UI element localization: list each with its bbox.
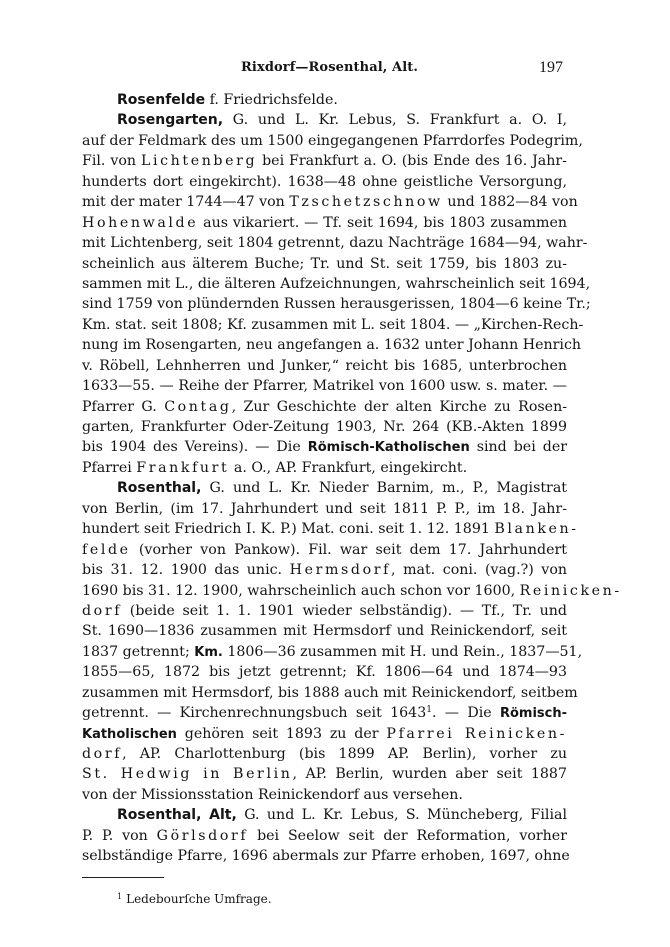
line-text: 1855—65, 1872 bis jetzt getrennt; Kf. 1806—64 und 1874—93 bbox=[82, 664, 567, 681]
text-line bbox=[82, 703, 567, 723]
text-line bbox=[82, 764, 567, 784]
footnote-text: Ledebourſche Umfrage. bbox=[126, 892, 272, 906]
line-text: St. 1690—1836 zusammen mit Hermsdorf und Reinickendorf, seit bbox=[82, 623, 567, 640]
text-line bbox=[82, 826, 567, 846]
text-line bbox=[82, 417, 567, 437]
text-line bbox=[82, 458, 567, 478]
line-text: aus vikariert. — Tf. seit 1694, bis 1803 zusammen bbox=[198, 214, 567, 231]
text-line bbox=[82, 172, 567, 192]
text-line bbox=[82, 437, 567, 457]
line-text: sammen mit L., die älteren Aufzeichnungen, wahrscheinlich seit 1694, bbox=[82, 275, 591, 292]
text-line bbox=[82, 294, 591, 314]
footnote-ref: 1 bbox=[426, 705, 432, 716]
text-line bbox=[82, 315, 584, 335]
text-line bbox=[82, 274, 591, 294]
text-line bbox=[82, 642, 583, 662]
line-text: mit Lichtenberg, seit 1804 getrennt, dazu Nachträge 1684—94, wahr- bbox=[82, 235, 588, 252]
spaced-name: Lichtenberg bbox=[140, 153, 258, 170]
text-line bbox=[82, 131, 583, 151]
spaced-name: Pfarrei Reinicken- bbox=[386, 725, 567, 742]
text-line bbox=[82, 724, 567, 744]
line-text: , AP. Berlin, wurden aber seit 1887 bbox=[292, 766, 567, 783]
line-text: (beide seit 1. 1. 1901 wieder selbständig). — Tf., Tr. und bbox=[122, 602, 567, 619]
entry-head-line bbox=[82, 478, 567, 498]
footnote-rule bbox=[82, 877, 164, 878]
line-text: hundert seit Friedrich I. K. P.) Mat. coni. seit 1. 12. 1891 bbox=[82, 521, 495, 538]
entry-lemma: Rosenthal, Alt, bbox=[117, 807, 237, 824]
line-text: sind bei der bbox=[469, 439, 567, 456]
spaced-name: felde bbox=[82, 541, 131, 558]
line-text: bei Frankfurt a. O. (bis Ende des 16. Jahr- bbox=[257, 153, 567, 170]
spaced-name: Görlsdorf bbox=[156, 827, 249, 844]
line-text: selbständige Pfarre, 1696 abermals zur Pfarre erhoben, 1697, ohne bbox=[82, 848, 570, 865]
entry-head-line bbox=[82, 805, 567, 825]
entry-lemma: Rosenfelde bbox=[117, 92, 206, 108]
line-text: , AP. Charlottenburg (bis 1899 AP. Berlin), vorher zu bbox=[122, 746, 567, 762]
line-text: scheinlich aus älterem Buche; Tr. und St. seit 1759, bis 1803 zu- bbox=[82, 255, 567, 272]
line-text: . — Die bbox=[431, 705, 500, 722]
spaced-name: Tzschetzschnow bbox=[289, 194, 443, 211]
text-line bbox=[82, 376, 567, 396]
line-text: bis 1904 des Vereins). — Die bbox=[82, 439, 308, 456]
text-line bbox=[82, 213, 567, 233]
line-text: garten, Frankfurter Oder-Zeitung 1903, Nr. 264 (KB.-Akten 1899 bbox=[82, 419, 567, 435]
footnote bbox=[117, 890, 272, 908]
line-text: auf der Feldmark des um 1500 eingegangenen Pfarrdorfes Podegrim, bbox=[82, 132, 583, 149]
text-line bbox=[82, 356, 567, 376]
page-number: 197 bbox=[539, 59, 563, 76]
text-line bbox=[82, 662, 567, 682]
spaced-name: Hohenwalde bbox=[82, 214, 199, 231]
line-text: sind 1759 von plündernden Russen herausgerissen, 1804—6 keine Tr.; bbox=[82, 296, 591, 313]
spaced-name: dorf bbox=[82, 602, 123, 619]
text-line bbox=[82, 540, 567, 560]
line-text: v. Röbell, Lehnherren und Junker,“ reicht bis 1685, unterbrochen bbox=[82, 357, 567, 374]
line-text: hunderts dort eingekircht). 1638—48 ohne geistliche Versorgung, bbox=[82, 173, 567, 190]
running-head bbox=[82, 58, 567, 78]
line-text: nung im Rosengarten, neu angefangen a. 1632 unter Johann Henrich bbox=[82, 337, 582, 354]
spaced-name: dorf bbox=[82, 746, 123, 762]
entry-lemma: Rosengarten, bbox=[117, 112, 224, 129]
line-text: f. Friedrichsfelde. bbox=[205, 92, 338, 108]
line-text: G. und L. Kr. Nieder Barnim, m., P., Magistrat bbox=[201, 480, 567, 497]
line-text: getrennt. — Kirchenrechnungsbuch seit 1643 bbox=[82, 705, 427, 722]
line-text: 1837 getrennt; bbox=[82, 643, 195, 660]
text-line bbox=[82, 192, 578, 212]
line-text: von der Missionsstation Reinickendorf aus versehen. bbox=[82, 786, 463, 803]
footnote-marker: 1 bbox=[117, 892, 123, 901]
text-line bbox=[82, 785, 567, 805]
line-text: Pfarrer G. bbox=[82, 398, 165, 415]
spaced-name: Contag bbox=[164, 398, 232, 415]
line-text: , mat. coni. (vag.?) von bbox=[390, 562, 568, 579]
bold-term: Römisch- bbox=[499, 706, 567, 722]
line-text: mit der mater 1744—47 von bbox=[82, 194, 290, 211]
text-line bbox=[82, 397, 567, 417]
text-line bbox=[82, 744, 567, 764]
text-line bbox=[82, 233, 588, 253]
line-text: und 1882—84 von bbox=[442, 194, 578, 211]
line-text: a. O., AP. Frankfurt, eingekircht. bbox=[229, 459, 468, 476]
entry-lemma: Rosenthal, bbox=[117, 480, 202, 497]
text-line bbox=[82, 335, 582, 355]
line-text: 1633—55. — Reihe der Pfarrer, Matrikel von 1600 usw. s. mater. — bbox=[82, 378, 567, 395]
line-text: bis 31. 12. 1900 das unic. bbox=[82, 562, 290, 579]
text-line bbox=[82, 519, 579, 539]
spaced-name: Hermsdorf bbox=[289, 562, 391, 579]
line-text: bei Seelow seit der Reformation, vorher bbox=[248, 827, 567, 844]
entry-head-line bbox=[82, 90, 567, 110]
running-title: Rixdorf—Rosenthal, Alt. bbox=[241, 60, 418, 75]
bold-term: Römisch-Katholischen bbox=[307, 440, 470, 456]
line-text: , Zur Geschichte der alten Kirche zu Rosen- bbox=[231, 398, 568, 415]
spaced-name: Blanken- bbox=[494, 521, 579, 538]
line-text: 1690 bis 31. 12. 1900, wahrscheinlich auch schon vor 1600, bbox=[82, 582, 520, 599]
spaced-name: Reinicken- bbox=[519, 582, 622, 599]
text-line bbox=[82, 581, 622, 601]
bold-term: Katholischen bbox=[82, 726, 177, 742]
bold-term: Km. bbox=[194, 644, 223, 660]
text-line bbox=[82, 151, 567, 171]
line-text: Pfarrei bbox=[82, 459, 137, 476]
text-line bbox=[82, 846, 570, 866]
line-text: zusammen mit Hermsdorf, bis 1888 auch mit Reinickendorf, seitbem bbox=[82, 684, 578, 701]
text-line bbox=[82, 601, 567, 621]
entry-head-line bbox=[82, 110, 567, 130]
line-text: P. P. von bbox=[82, 827, 157, 844]
text-line bbox=[82, 499, 567, 519]
body-text bbox=[82, 90, 622, 867]
line-text: (vorher von Pankow). Fil. war seit dem 17. Jahrhundert bbox=[130, 541, 567, 558]
text-line bbox=[82, 683, 578, 703]
spaced-name: Frankfurt bbox=[136, 459, 230, 476]
line-text: G. und L. Kr. Lebus, S. Frankfurt a. O. I, bbox=[223, 112, 567, 129]
line-text: 1806—36 zusammen mit H. und Rein., 1837—51, bbox=[222, 643, 583, 660]
line-text: Km. stat. seit 1808; Kf. zusammen mit L. seit 1804. — „Kirchen-Rech- bbox=[82, 316, 584, 333]
spaced-name: St. Hedwig in Berlin bbox=[82, 766, 293, 783]
line-text: G. und L. Kr. Lebus, S. Müncheberg, Filial bbox=[236, 807, 567, 824]
text-line bbox=[82, 254, 567, 274]
line-text: Fil. von bbox=[82, 153, 141, 170]
line-text: von Berlin, (im 17. Jahrhundert und seit 1811 P. P., im 18. Jahr- bbox=[82, 500, 567, 517]
text-line bbox=[82, 560, 567, 580]
text-line bbox=[82, 621, 567, 641]
line-text: gehören seit 1893 zu der bbox=[176, 725, 387, 742]
